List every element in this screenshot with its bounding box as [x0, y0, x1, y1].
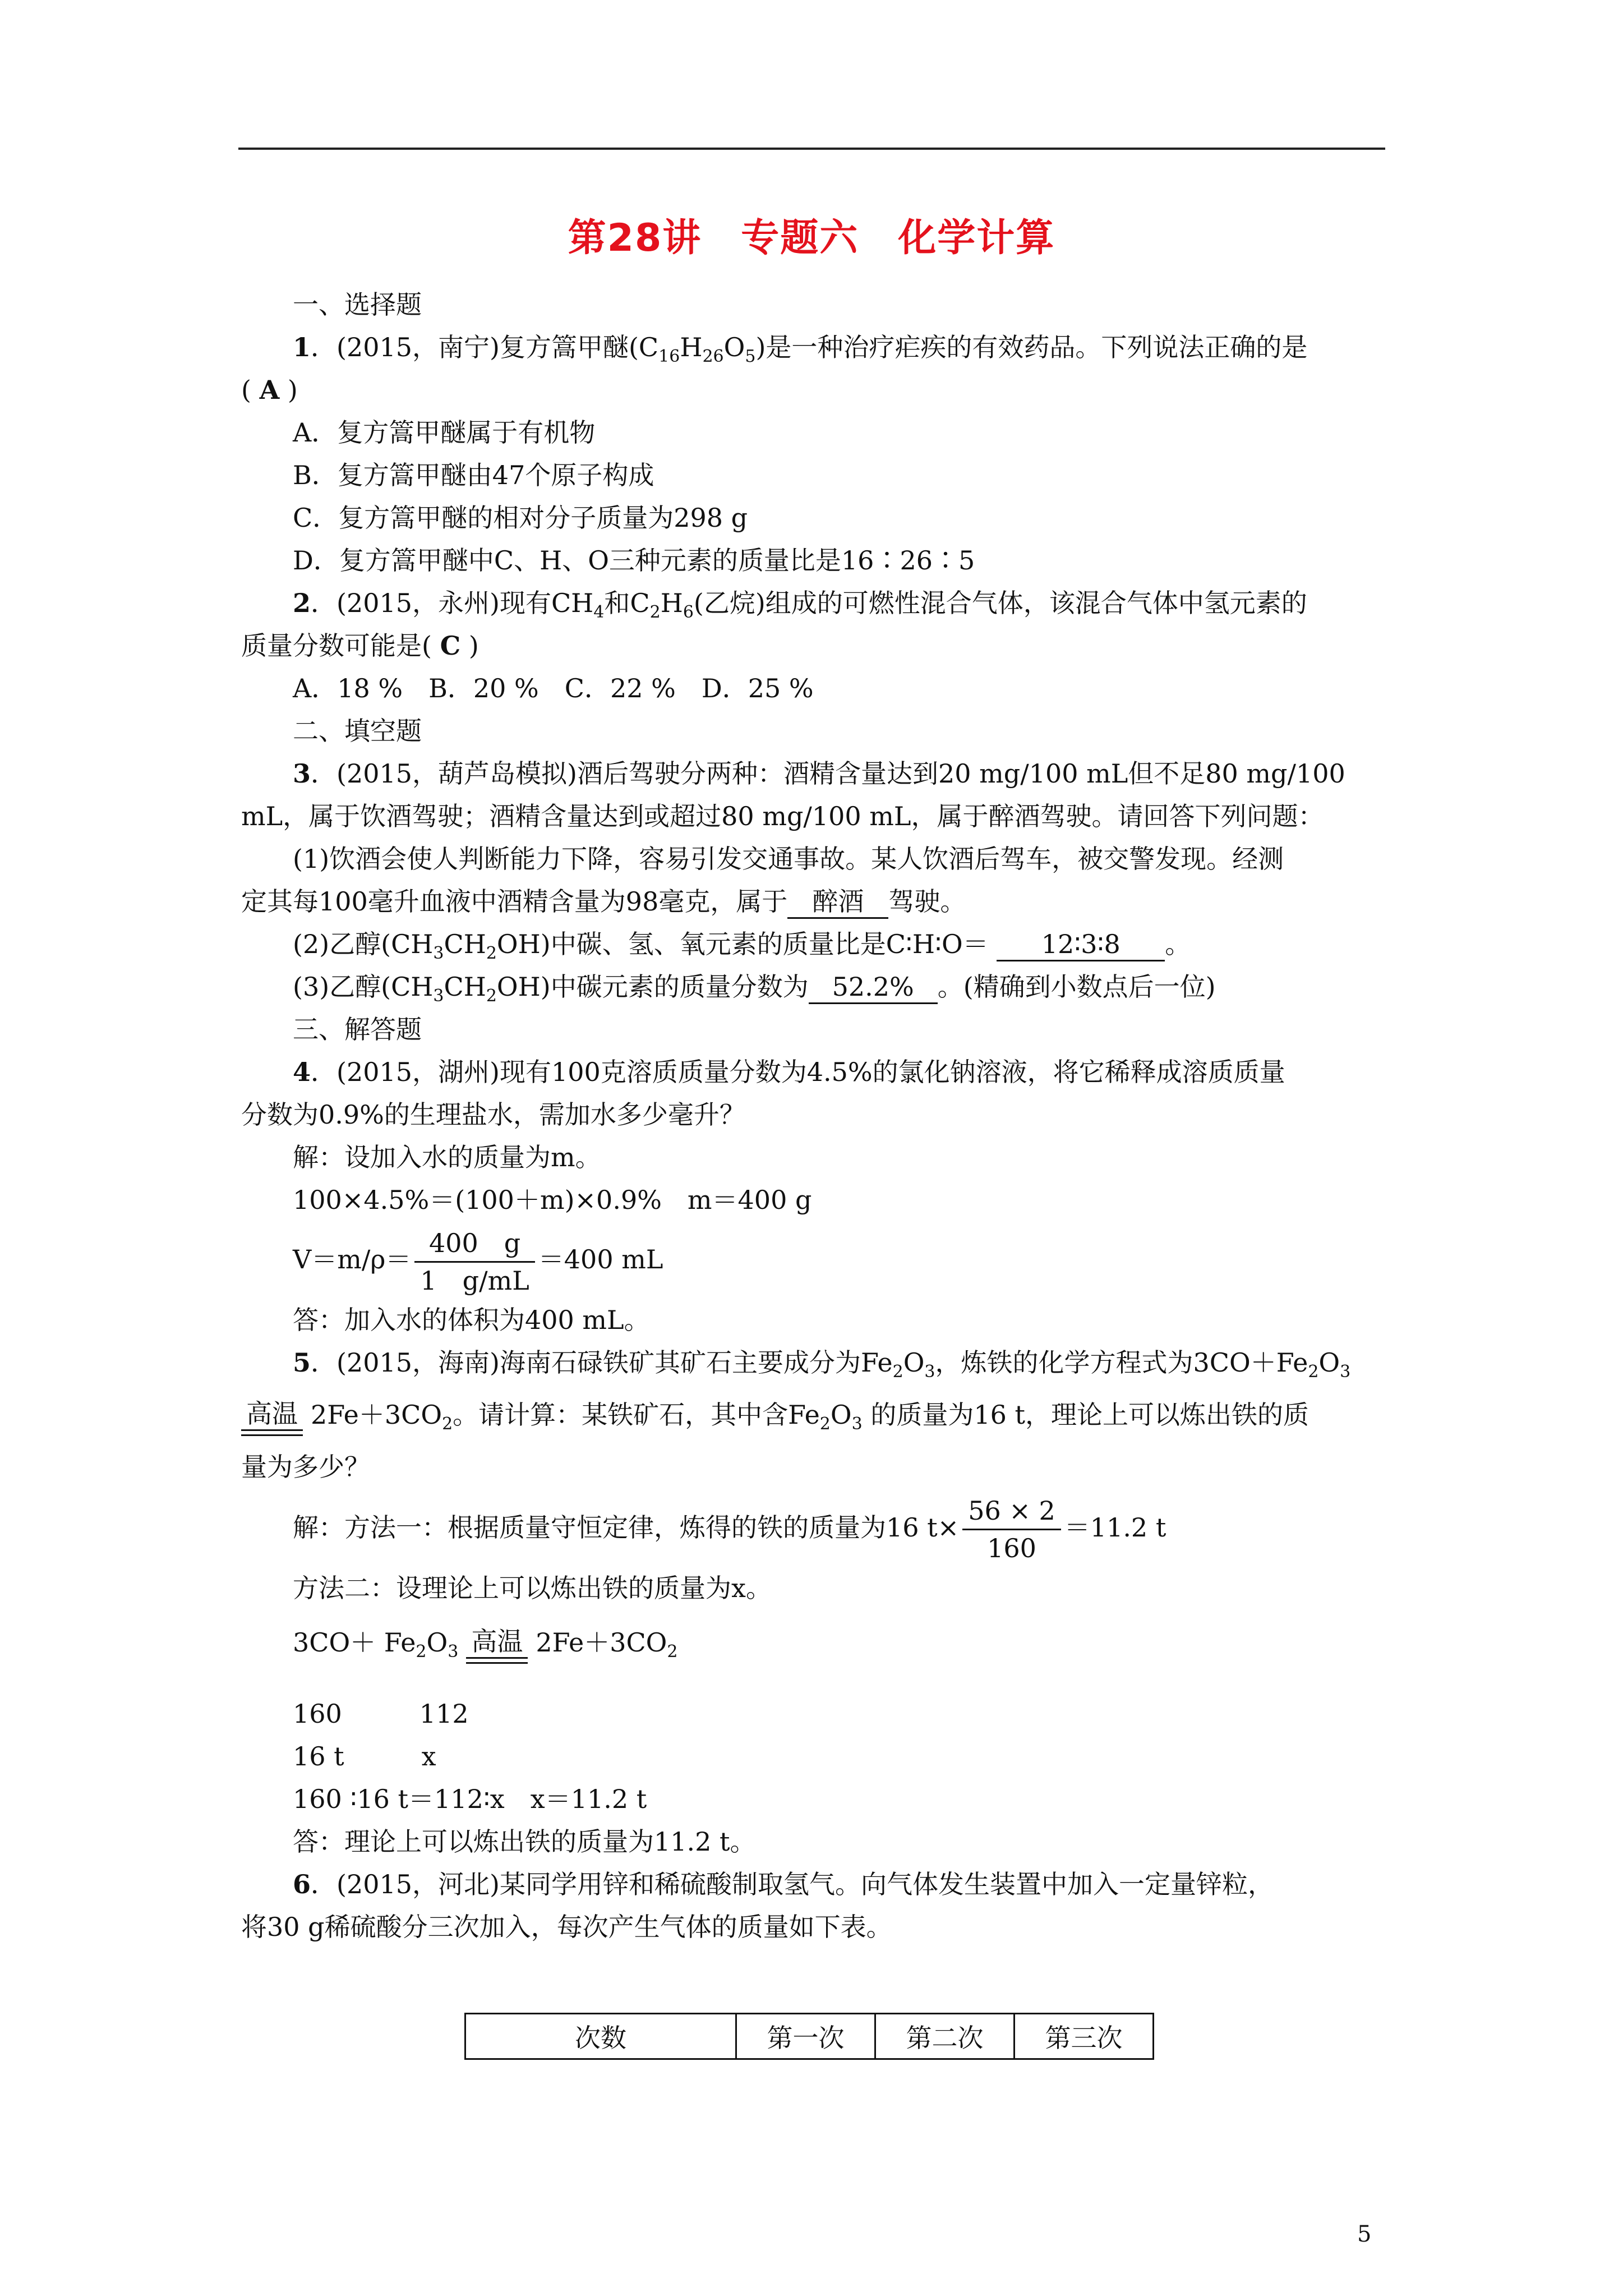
option: C．复方篙甲醚的相对分子质量为298 g: [293, 503, 748, 533]
question-number: 1: [293, 332, 311, 362]
option: A．复方篙甲醚属于有机物: [293, 417, 596, 448]
fraction: $\frac{56 \times 2}{160}$: [962, 1493, 1061, 1566]
sub-question: (2)乙醇$(CH_3CH_2OH)$中碳、氢、氧元素的质量比是C∶H∶O＝ 12∶3∶8 。: [293, 929, 1191, 963]
fill-blank-answer: 52.2%: [809, 971, 938, 1004]
answer-statement: 答：加入水的体积为400 mL。: [293, 1304, 650, 1335]
chemical-equation: $3CO+ Fe_2O_3$ 高温 $2Fe+3CO_2$: [241, 1609, 1385, 1676]
solution-line: 方法二：设理论上可以炼出铁的质量为x。: [293, 1572, 772, 1603]
solution-line: 16 t x: [293, 1741, 436, 1772]
question-6-line-2: 将30 g稀硫酸分三次加入，每次产生气体的质量如下表。: [241, 1911, 892, 1942]
section-heading: 二、填空题: [293, 716, 422, 746]
header-rule: [238, 148, 1385, 150]
fraction: $\frac{400 g}{1 g/mL}$: [414, 1225, 534, 1299]
option: D．复方篙甲醚中C、H、O三种元素的质量比是16∶26∶5: [293, 545, 975, 576]
question-5: 5．(2015，海南)海南石碌铁矿其矿石主要成分为$Fe_2O_3$，炼铁的化学方程式为$3CO+Fe_2O_3$: [293, 1347, 1351, 1382]
double-bar: [241, 1429, 303, 1436]
answer-statement: 答：理论上可以炼出铁的质量为11.2 t。: [293, 1826, 756, 1857]
double-bar: [466, 1657, 528, 1664]
options-row: A．18 % B．20 % C．22 % D．25 %: [293, 673, 814, 703]
question-number: 2: [293, 588, 311, 618]
question-5-line-2: 高温 $2Fe+3CO_2$。请计算：某铁矿石，其中含$Fe_2O_3$ 的质量为16 t，理论上可以炼出铁的质: [241, 1384, 1385, 1446]
question-number: 3: [293, 758, 311, 789]
answer-choice: C: [440, 631, 461, 661]
question-5-line-3: 量为多少？: [241, 1451, 370, 1482]
spacer: [241, 1676, 1385, 1692]
solution-line: 解：方法一：根据质量守恒定律，炼得的铁的质量为16 t× $\frac{56 \times 2}{160}$ ＝11.2 t: [241, 1488, 1385, 1567]
sub-question: (1)饮酒会使人判断能力下降，容易引发交通事故。某人饮酒后驾车，被交警发现。经测: [293, 844, 1284, 874]
table-header-cell: 第三次: [1015, 2014, 1154, 2059]
answer-line: ( A ): [241, 375, 298, 405]
answer-choice: A: [259, 375, 280, 405]
question-3: 3．(2015，葫芦岛模拟)酒后驾驶分两种：酒精含量达到20 mg/100 mL但不足80 mg/100: [293, 758, 1345, 789]
option: B．复方篙甲醚由47个原子构成: [293, 460, 654, 490]
data-table: [464, 2013, 1154, 2060]
question-number: 6: [293, 1869, 311, 1899]
question-2-line-2: 质量分数可能是( C ): [241, 631, 479, 661]
question-1: 1．(2015，南宁)复方篙甲醚$(C_{16}H_{26}O_5)$是一种治疗疟疾的有效药品。下列说法正确的是: [293, 332, 1308, 366]
solution-line: 160 112: [293, 1698, 469, 1729]
table-header-cell: 第一次: [736, 2014, 875, 2059]
fill-blank-answer: 醉酒: [787, 886, 888, 919]
question-6: 6．(2015，河北)某同学用锌和稀硫酸制取氢气。向气体发生装置中加入一定量锌粒，: [293, 1869, 1274, 1899]
question-2: 2．(2015，永州)现有$CH_4$和$C_2H_6$(乙烷)组成的可燃性混合气体，该混合气体中氢元素的: [293, 588, 1307, 622]
question-4-line-2: 分数为0.9%的生理盐水，需加水多少毫升？: [241, 1099, 745, 1130]
question-number: 5: [293, 1347, 311, 1378]
solution-line: V＝m/ρ＝ $\frac{400 g}{1 g/mL}$ ＝400 mL: [241, 1221, 1385, 1299]
page-number: 5: [1357, 2221, 1372, 2247]
page-title: 第28讲 专题六 化学计算: [568, 216, 1055, 260]
reaction-condition: 高温: [241, 1398, 303, 1436]
question-3-line-2: mL，属于饮酒驾驶；酒精含量达到或超过80 mg/100 mL，属于醉酒驾驶。请回答下列问题：: [241, 801, 1324, 831]
section-heading: 一、选择题: [293, 289, 422, 320]
section-heading: 三、解答题: [293, 1014, 422, 1045]
table-header-cell: 第二次: [875, 2014, 1015, 2059]
solution-line: 解：设加入水的质量为m。: [293, 1142, 601, 1172]
document-body: [241, 283, 1385, 1948]
question-4: 4．(2015，湖州)现有100克溶质质量分数为4.5%的氯化钠溶液，将它稀释成溶质质量: [293, 1057, 1285, 1087]
question-number: 4: [293, 1057, 311, 1087]
sub-question: (3)乙醇$(CH_3CH_2OH)$中碳元素的质量分数为 52.2% 。(精确到小数点后一位): [293, 972, 1216, 1006]
table-header-cell: 次数: [465, 2014, 736, 2059]
reaction-condition: 高温: [466, 1626, 528, 1664]
solution-line: 100×4.5%＝(100＋m)×0.9% m＝400 g: [293, 1185, 812, 1215]
sub-question-line: 定其每100毫升血液中酒精含量为98毫克，属于 醉酒 驾驶。: [241, 880, 1385, 923]
table-row: [465, 2014, 1154, 2059]
solution-line: 160 ∶16 t＝112∶x x＝11.2 t: [293, 1783, 647, 1814]
fill-blank-answer: 12∶3∶8: [997, 928, 1165, 961]
